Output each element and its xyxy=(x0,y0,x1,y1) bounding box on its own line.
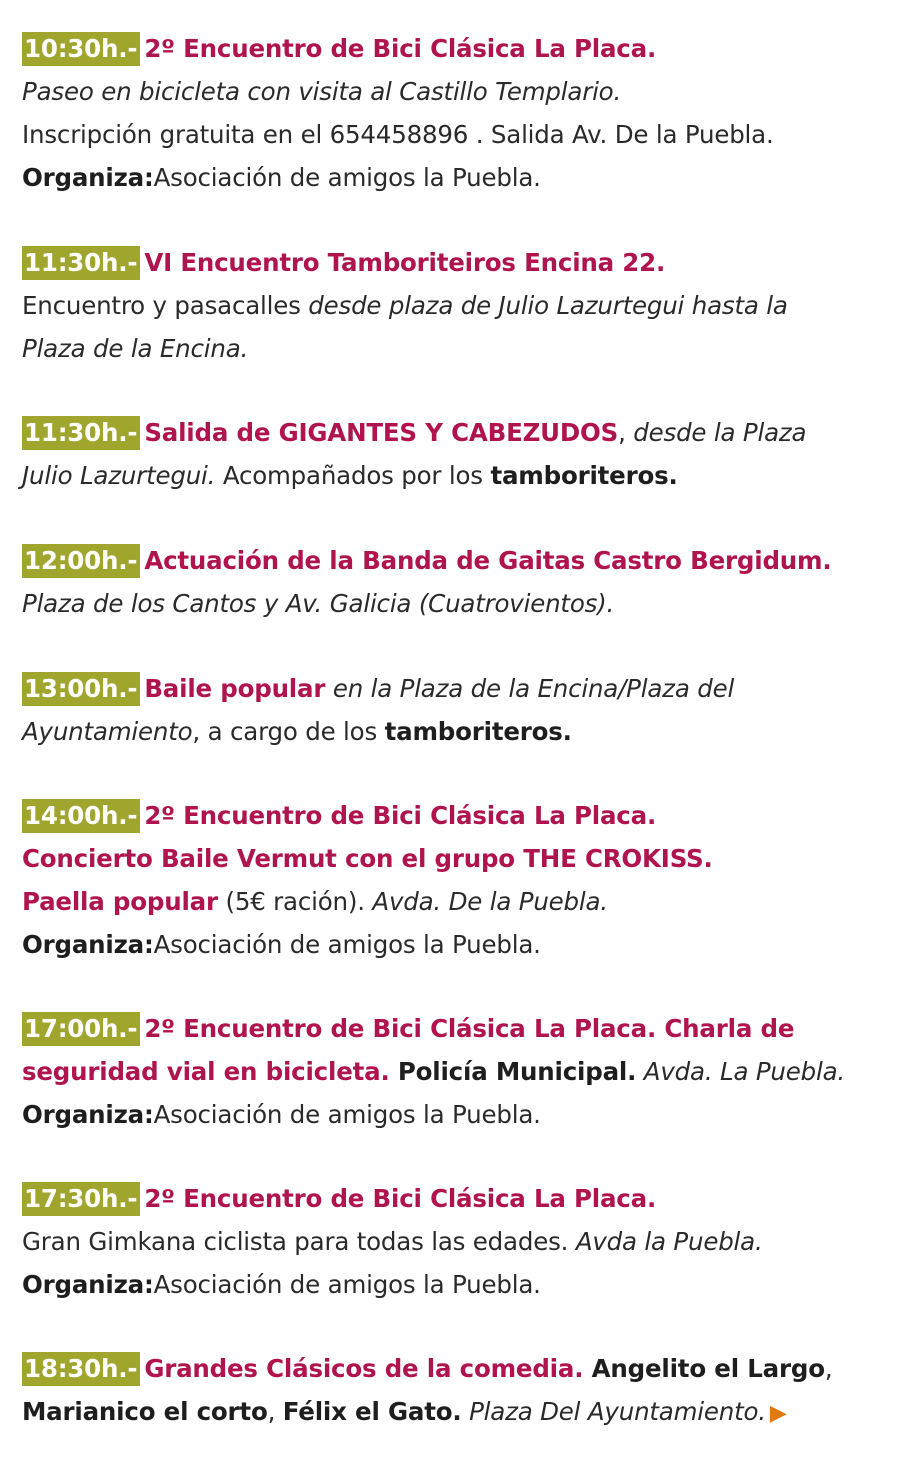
event-place: Plaza de los Cantos y Av. Galicia (Cuatrovientos). xyxy=(22,589,615,618)
event-title: VI Encuentro Tamboriteiros Encina 22. xyxy=(144,248,666,277)
event-bold: Policía Municipal. xyxy=(389,1057,637,1086)
event-text: Acompañados por los xyxy=(215,461,491,490)
event-place: en la Plaza de la Encina/Plaza del xyxy=(325,674,735,703)
event-1300-baile xyxy=(22,667,892,753)
time-badge: 12:00h.- xyxy=(22,544,140,578)
event-bold-3: Félix el Gato. xyxy=(282,1397,462,1426)
time-badge: 17:30h.- xyxy=(22,1182,140,1216)
time-badge: 11:30h.- xyxy=(22,416,140,450)
event-title: Actuación de la Banda de Gaitas Castro Bergidum. xyxy=(144,546,832,575)
event-text: , a cargo de los xyxy=(192,717,385,746)
event-place: Plaza de la Encina. xyxy=(22,334,249,363)
organiza-label: Organiza: xyxy=(22,1270,154,1299)
event-bold-1: Angelito el Largo xyxy=(583,1354,825,1383)
event-title-2: Concierto Baile Vermut con el grupo THE CROKISS. xyxy=(22,844,713,873)
event-text: (5€ ración). xyxy=(217,887,373,916)
event-title: 2º Encuentro de Bici Clásica La Placa. xyxy=(144,1184,657,1213)
time-badge: 13:00h.- xyxy=(22,672,140,706)
event-place: desde la Plaza xyxy=(625,418,807,447)
comma: , xyxy=(618,418,626,447)
event-place: Avda la Puebla. xyxy=(575,1227,763,1256)
event-bold: tamboriteros. xyxy=(490,461,678,490)
event-1700-charla xyxy=(22,1007,892,1136)
organiza-label: Organiza: xyxy=(22,163,154,192)
event-title: Salida de GIGANTES Y CABEZUDOS xyxy=(144,418,619,447)
time-badge: 17:00h.- xyxy=(22,1012,140,1046)
event-place: Avda. De la Puebla. xyxy=(372,887,608,916)
event-title: Baile popular xyxy=(144,674,326,703)
event-title: Grandes Clásicos de la comedia. xyxy=(144,1354,584,1383)
separator: , xyxy=(824,1354,833,1383)
event-text: Encuentro y pasacalles xyxy=(22,291,309,320)
event-place: Avda. La Puebla. xyxy=(636,1057,845,1086)
organiza-value: Asociación de amigos la Puebla. xyxy=(153,930,541,959)
time-badge: 14:00h.- xyxy=(22,799,140,833)
event-info: Inscripción gratuita en el 654458896 . Salida Av. De la Puebla. xyxy=(22,120,774,149)
event-1400-bici-vermut xyxy=(22,794,892,966)
event-title-2: seguridad vial en bicicleta. xyxy=(22,1057,390,1086)
event-bold-2: Marianico el corto xyxy=(22,1397,268,1426)
event-1200-gaitas xyxy=(22,539,892,625)
organiza-label: Organiza: xyxy=(22,1100,154,1129)
event-1830-comedia xyxy=(22,1347,892,1433)
event-title-3: Paella popular xyxy=(22,887,218,916)
event-title: 2º Encuentro de Bici Clásica La Placa. Charla de xyxy=(144,1014,795,1043)
event-1030-bici xyxy=(22,27,892,199)
organiza-value: Asociación de amigos la Puebla. xyxy=(153,1100,541,1129)
event-place: Plaza Del Ayuntamiento. xyxy=(461,1397,766,1426)
event-1130-gigantes xyxy=(22,411,892,497)
event-title: 2º Encuentro de Bici Clásica La Placa. xyxy=(144,801,657,830)
time-badge: 10:30h.- xyxy=(22,32,140,66)
event-place: Ayuntamiento xyxy=(22,717,193,746)
time-badge: 18:30h.- xyxy=(22,1352,140,1386)
event-bold: tamboriteros. xyxy=(384,717,572,746)
organiza-value: Asociación de amigos la Puebla. xyxy=(153,163,541,192)
organiza-value: Asociación de amigos la Puebla. xyxy=(153,1270,541,1299)
event-title: 2º Encuentro de Bici Clásica La Placa. xyxy=(144,34,657,63)
event-1130-tamboriteiros xyxy=(22,241,892,370)
event-place: Julio Lazurtegui. xyxy=(22,461,216,490)
play-arrow-icon: ▶ xyxy=(769,1401,787,1426)
event-1730-gimkana xyxy=(22,1177,892,1306)
event-subtitle: Paseo en bicicleta con visita al Castillo Templario. xyxy=(22,77,622,106)
event-text: Gran Gimkana ciclista para todas las edades. xyxy=(22,1227,576,1256)
separator: , xyxy=(267,1397,283,1426)
organiza-label: Organiza: xyxy=(22,930,154,959)
event-place: desde plaza de Julio Lazurtegui hasta la xyxy=(308,291,788,320)
time-badge: 11:30h.- xyxy=(22,246,140,280)
